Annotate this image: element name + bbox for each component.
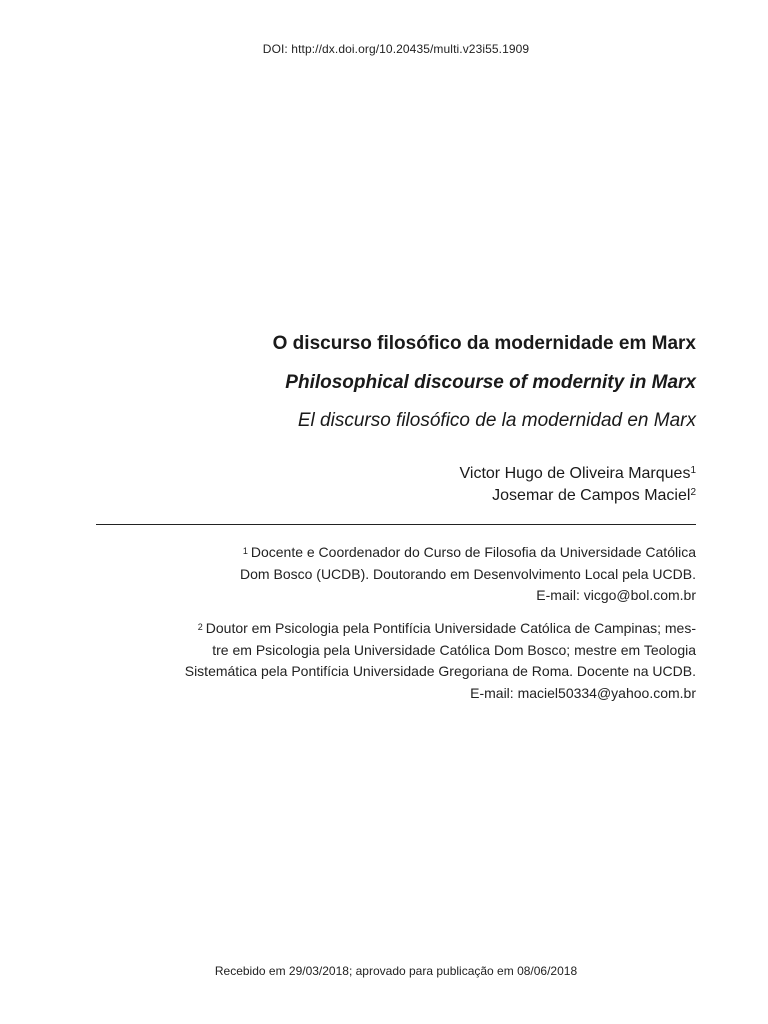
footnote-text: Docente e Coordenador do Curso de Filosofia da Universidade Católica — [250, 544, 696, 560]
received-date: Recebido em 29/03/2018; aprovado para publicação em 08/06/2018 — [214, 964, 578, 978]
author-footnote-mark: 2 — [690, 487, 696, 498]
footnote-line: tre em Psicologia pela Universidade Católica Dom Bosco; mestre em Teologia — [212, 641, 696, 658]
footnote-line: Dom Bosco (UCDB). Doutorando em Desenvolvimento Local pela UCDB. — [240, 565, 696, 582]
title-spanish: El discurso filosófico de la modernidad en Marx — [297, 410, 696, 431]
footnote-email[interactable]: E-mail: maciel50334@yahoo.com.br — [470, 684, 696, 701]
footnote-mark: 1 — [242, 546, 248, 556]
author-list — [96, 463, 696, 507]
author-1 — [96, 463, 696, 485]
doi-link[interactable]: DOI: http://dx.doi.org/10.20435/multi.v23i55.1909 — [262, 42, 530, 56]
author-name: Josemar de Campos Maciel — [492, 487, 691, 504]
footnote-email[interactable]: E-mail: vicgo@bol.com.br — [536, 587, 696, 603]
title-portuguese: O discurso filosófico da modernidade em Marx — [272, 333, 696, 354]
footnote-line: Sistemática pela Pontifícia Universidade Gregoriana de Roma. Docente na UCDB. — [184, 663, 696, 679]
footnote-mark: 2 — [197, 622, 203, 632]
footnote-text: Doutor em Psicologia pela Pontifícia Universidade Católica de Campinas; mes- — [205, 620, 696, 636]
separator-rule — [96, 524, 696, 525]
footnote-1 — [86, 542, 696, 607]
title-block — [96, 332, 696, 433]
author-name: Victor Hugo de Oliveira Marques — [459, 465, 691, 482]
footnote-2 — [86, 618, 696, 704]
author-footnote-mark: 1 — [690, 465, 696, 476]
footnote-line — [86, 542, 696, 564]
title-english: Philosophical discourse of modernity in Marx — [285, 372, 696, 393]
footnote-line — [86, 618, 696, 640]
author-2 — [96, 485, 696, 507]
